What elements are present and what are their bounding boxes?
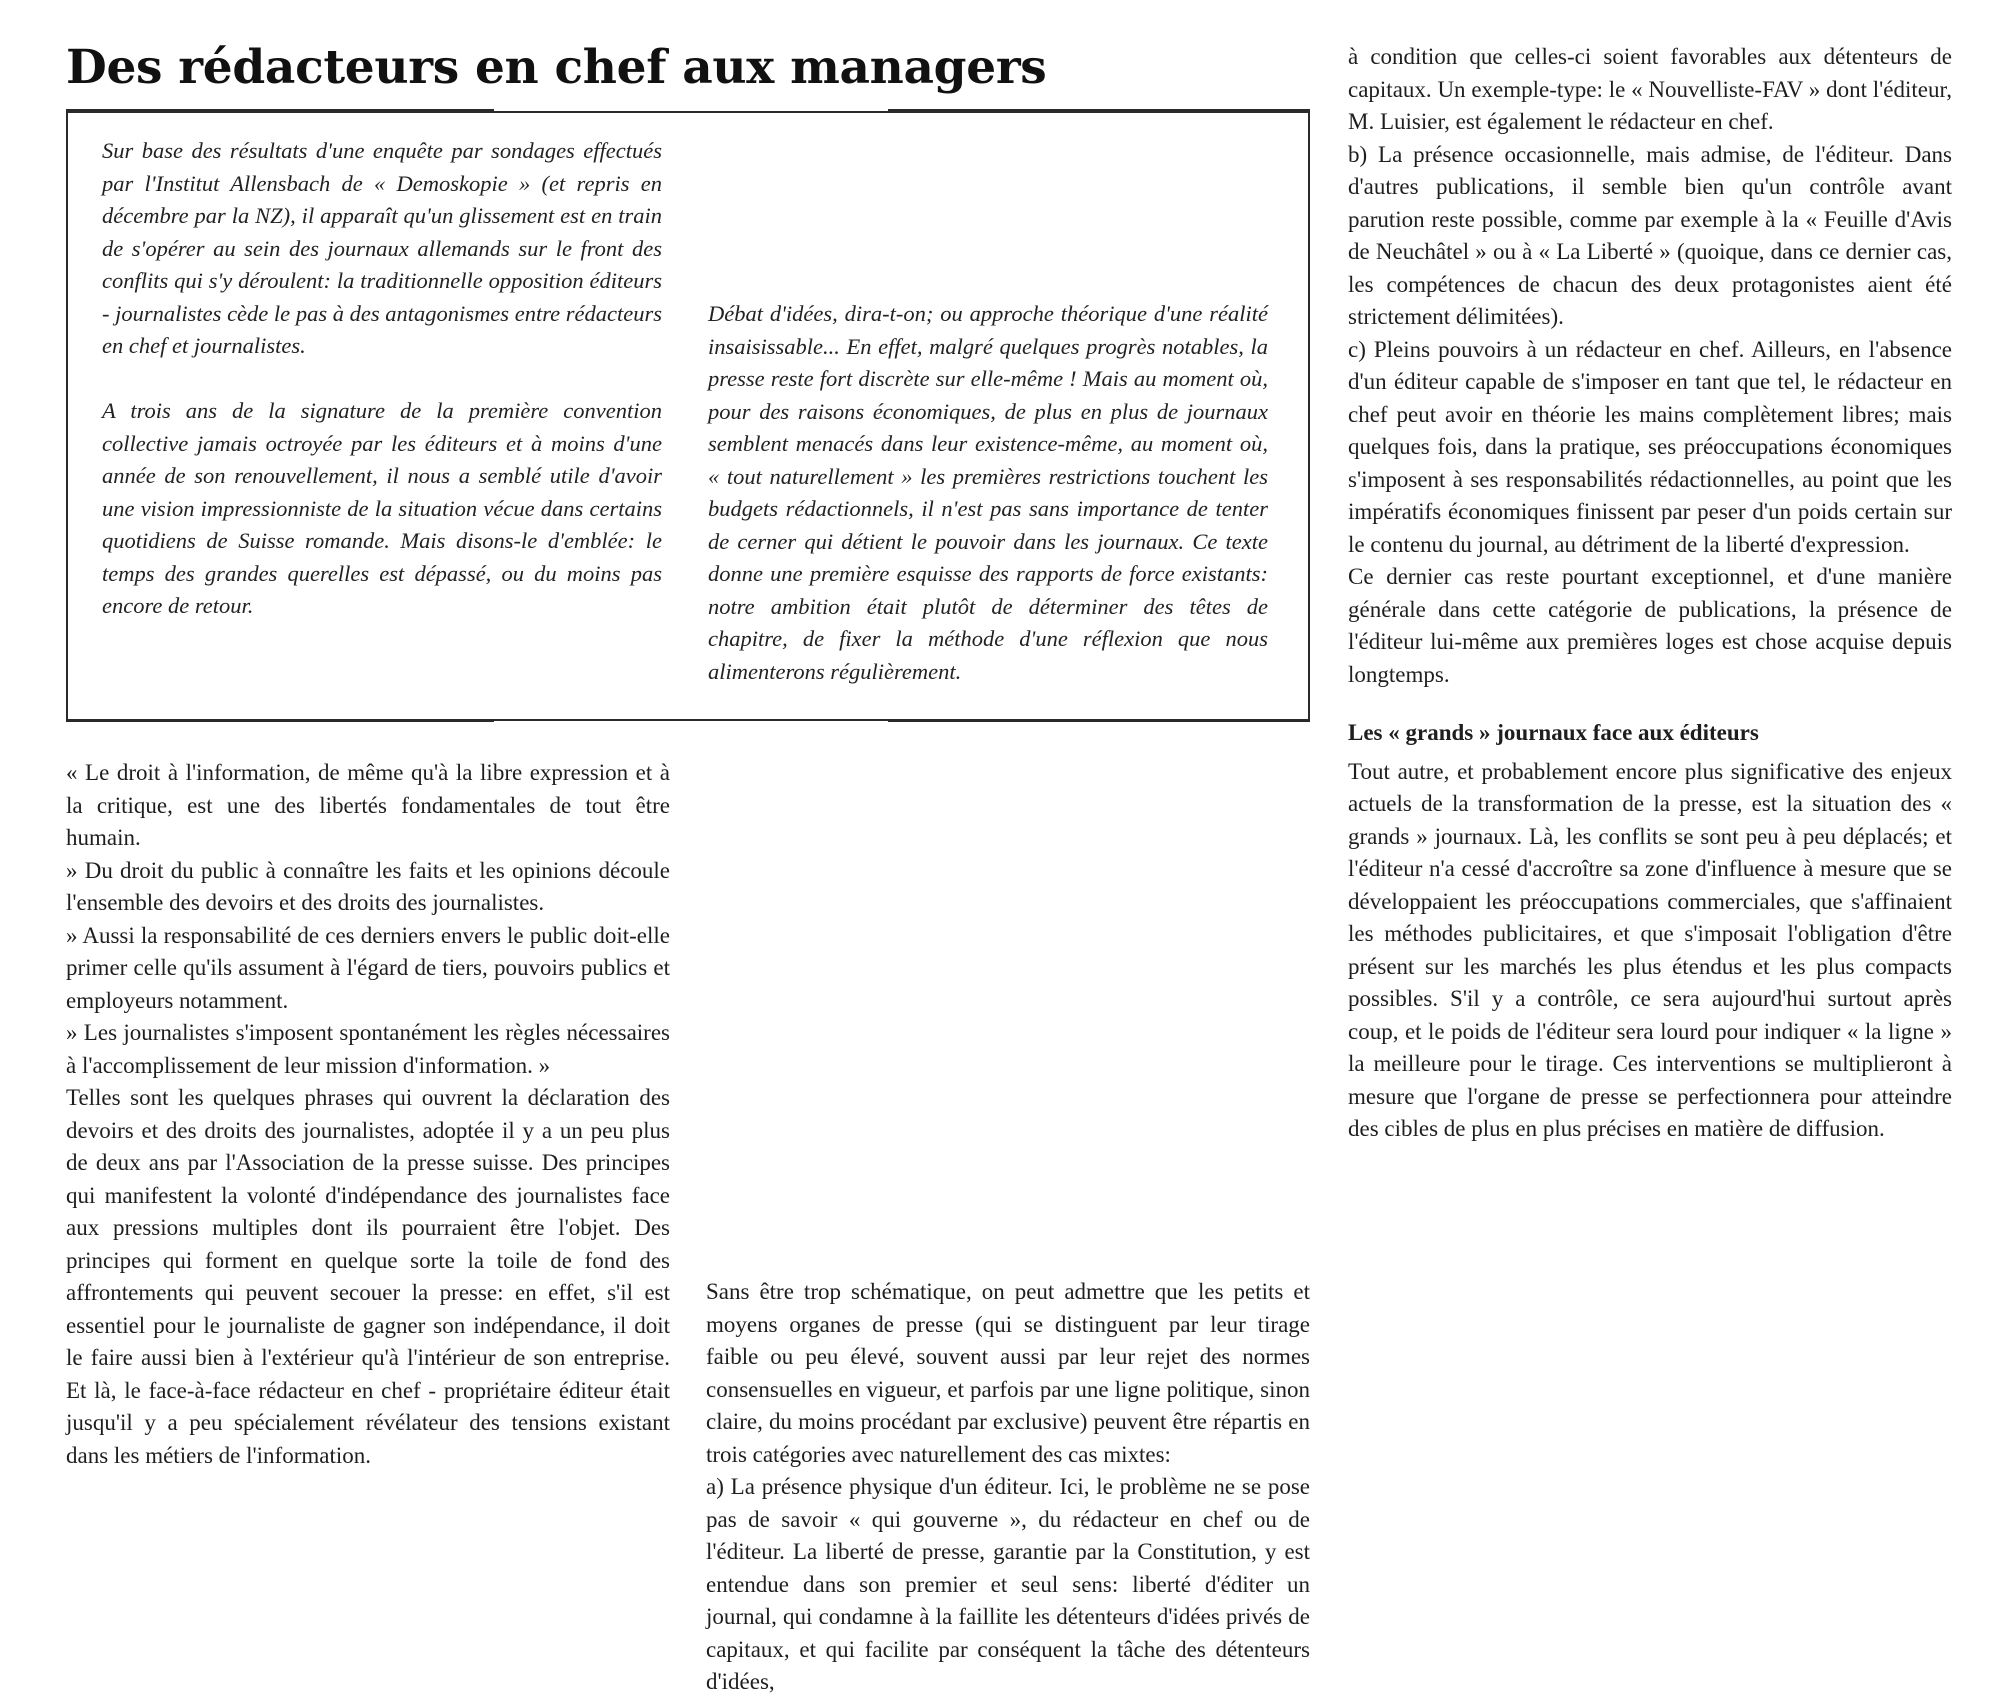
body-column-3: [1348, 41, 1952, 1146]
body-paragraph: Tout autre, et probablement encore plus significative des enjeux actuels de la transformation de la presse, est la situation des « grands » journaux. Là, les conflits se sont peu à peu déplacés; et l'éditeur n'a cessé d'accroître sa zone d'influence à mesure que se développaient les préoccupations commerciales, que s'affinaient les méthodes publicitaires, et que s'imposait l'obligation d'être présent sur les marchés les plus étendus et les plus compacts possibles. S'il y a contrôle, ce sera aujourd'hui surtout après coup, et le poids de l'éditeur sera lourd pour indiquer « la ligne » la meilleure pour le tirage. Ces interventions se multiplieront à mesure que l'organe de presse se perfectionnera pour atteindre des cibles de plus en plus précises en matière de diffusion.: [1348, 758, 1952, 1141]
section-subheading: Les « grands » journaux face aux éditeurs: [1348, 720, 1759, 745]
rule-bottom-right: [888, 719, 1310, 722]
body-paragraph: a) La présence physique d'un éditeur. Ici, le problème ne se pose pas de savoir « qui gouverne », du rédacteur en chef ou de l'éditeur. La liberté de presse, garantie par la Constitution, y est entendue dans son premier et seul sens: liberté d'éditer un journal, qui condamne à la faillite les détenteurs d'idées privés de capitaux, et qui facilite par conséquent la tâche des détenteurs d'idées,: [706, 1474, 1310, 1694]
intro-paragraph: Débat d'idées, dira-t-on; ou approche théorique d'une réalité insaisissable... En effet, malgré quelques progrès notables, la presse reste fort discrète sur elle-même ! Mais au moment où, pour des raisons économiques, de plus en plus de journaux semblent menacés dans leur existence-même, au moment où, « tout naturellement » les premières restrictions touchent les budgets rédactionnels, il n'est pas sans importance de tenter de cerner qui détient le pouvoir dans les journaux. Ce texte donne une première esquisse des rapports de force existants: notre ambition était plutôt de déterminer des têtes de chapitre, de fixer la méthode d'une réflexion que nous alimenterons régulièrement.: [708, 301, 1268, 684]
body-paragraph: » Aussi la responsabilité de ces derniers envers le public doit-elle primer celle qu'ils assument à l'égard de tiers, pouvoirs publics et employeurs notamment.: [66, 922, 670, 1013]
body-paragraph: Telles sont les quelques phrases qui ouvrent la déclaration des devoirs et des droits des journalistes, adoptée il y a un peu plus de deux ans par l'Association de la presse suisse. Des principes qui manifestent la volonté d'indépendance des journalistes face aux pressions multiples dont ils pourraient être l'objet. Des principes qui forment en quelque sorte la toile de fond des affrontements qui peuvent secouer la presse: en effet, s'il est essentiel pour le journaliste de gagner son indépendance, il doit le faire aussi bien à l'extérieur qu'à l'intérieur de son entreprise. Et là, le face-à-face rédacteur en chef - propriétaire éditeur était jusqu'il y a peu spécialement révélateur des tensions existant dans les métiers de l'information.: [66, 1085, 670, 1468]
intro-paragraph: Sur base des résultats d'une enquête par sondages effectués par l'Institut Allensbach de « Demoskopie » (et repris en décembre par la NZ), il apparaît qu'un glissement est en train de s'opérer au sein des journaux allemands sur le front des conflits qui s'y déroulent: la traditionnelle opposition éditeurs - journalistes cède le pas à des antagonismes entre rédacteurs en chef et journalistes.: [102, 138, 662, 358]
body-paragraph: » Du droit du public à connaître les faits et les opinions découle l'ensemble des devoirs et des droits des journalistes.: [66, 857, 670, 915]
intro-paragraph: A trois ans de la signature de la première convention collective jamais octroyée par les éditeurs et à moins d'une année de son renouvellement, il nous a semblé utile d'avoir une vision impressionniste de la situation vécue dans certains quotidiens de Suisse romande. Mais disons-le d'emblée: le temps des grandes querelles est dépassé, ou du moins pas encore de retour.: [102, 398, 662, 618]
intro-column-left: [102, 135, 662, 623]
body-paragraph: » Les journalistes s'imposent spontanément les règles nécessaires à l'accomplissement de leur mission d'information. »: [66, 1020, 670, 1078]
rule-top-right: [888, 109, 1310, 112]
body-paragraph: « Le droit à l'information, de même qu'à la libre expression et à la critique, est une des libertés fondamentales de tout être humain.: [66, 760, 670, 850]
intro-column-right: [708, 298, 1268, 688]
article-title: Des rédacteurs en chef aux managers: [66, 40, 1047, 95]
rule-bottom-left: [66, 719, 494, 722]
body-paragraph: c) Pleins pouvoirs à un rédacteur en chef. Ailleurs, en l'absence d'un éditeur capable de s'imposer en tant que tel, le rédacteur en chef peut avoir en théorie les mains complètement libres; mais quelques fois, dans la pratique, ses préoccupations économiques s'imposent à ses responsabilités rédactionnelles, au point que les impératifs économiques finissent par peser d'un poids certain sur le contenu du journal, au détriment de la liberté d'expression.: [1348, 336, 1952, 557]
body-paragraph: Sans être trop schématique, on peut admettre que les petits et moyens organes de presse (qui se distinguent par leur tirage faible ou peu élevé, souvent aussi par leur rejet des normes consensuelles en vigueur, et parfois par une ligne politique, sinon claire, du moins procédant par exclusive) peuvent être répartis en trois catégories avec naturellement des cas mixtes:: [706, 1279, 1310, 1467]
body-column-1: [66, 757, 670, 1472]
body-paragraph: b) La présence occasionnelle, mais admise, de l'éditeur. Dans d'autres publications, il semble bien qu'un contrôle avant parution reste possible, comme par exemple à la « Feuille d'Avis de Neuchâtel » ou à « La Liberté » (quoique, dans ce dernier cas, les compétences de chacun des deux protagonistes aient été strictement délimitées).: [1348, 141, 1952, 329]
body-paragraph: à condition que celles-ci soient favorables aux détenteurs de capitaux. Un exemple-type: le « Nouvelliste-FAV » dont l'éditeur, M. Luisier, est également le rédacteur en chef.: [1348, 44, 1952, 134]
rule-top-left: [66, 109, 494, 112]
body-column-2: [706, 1276, 1310, 1699]
body-paragraph: Ce dernier cas reste pourtant exceptionnel, et d'une manière générale dans cette catégorie de publications, la présence de l'éditeur lui-même aux premières loges est chose acquise depuis longtemps.: [1348, 564, 1952, 687]
